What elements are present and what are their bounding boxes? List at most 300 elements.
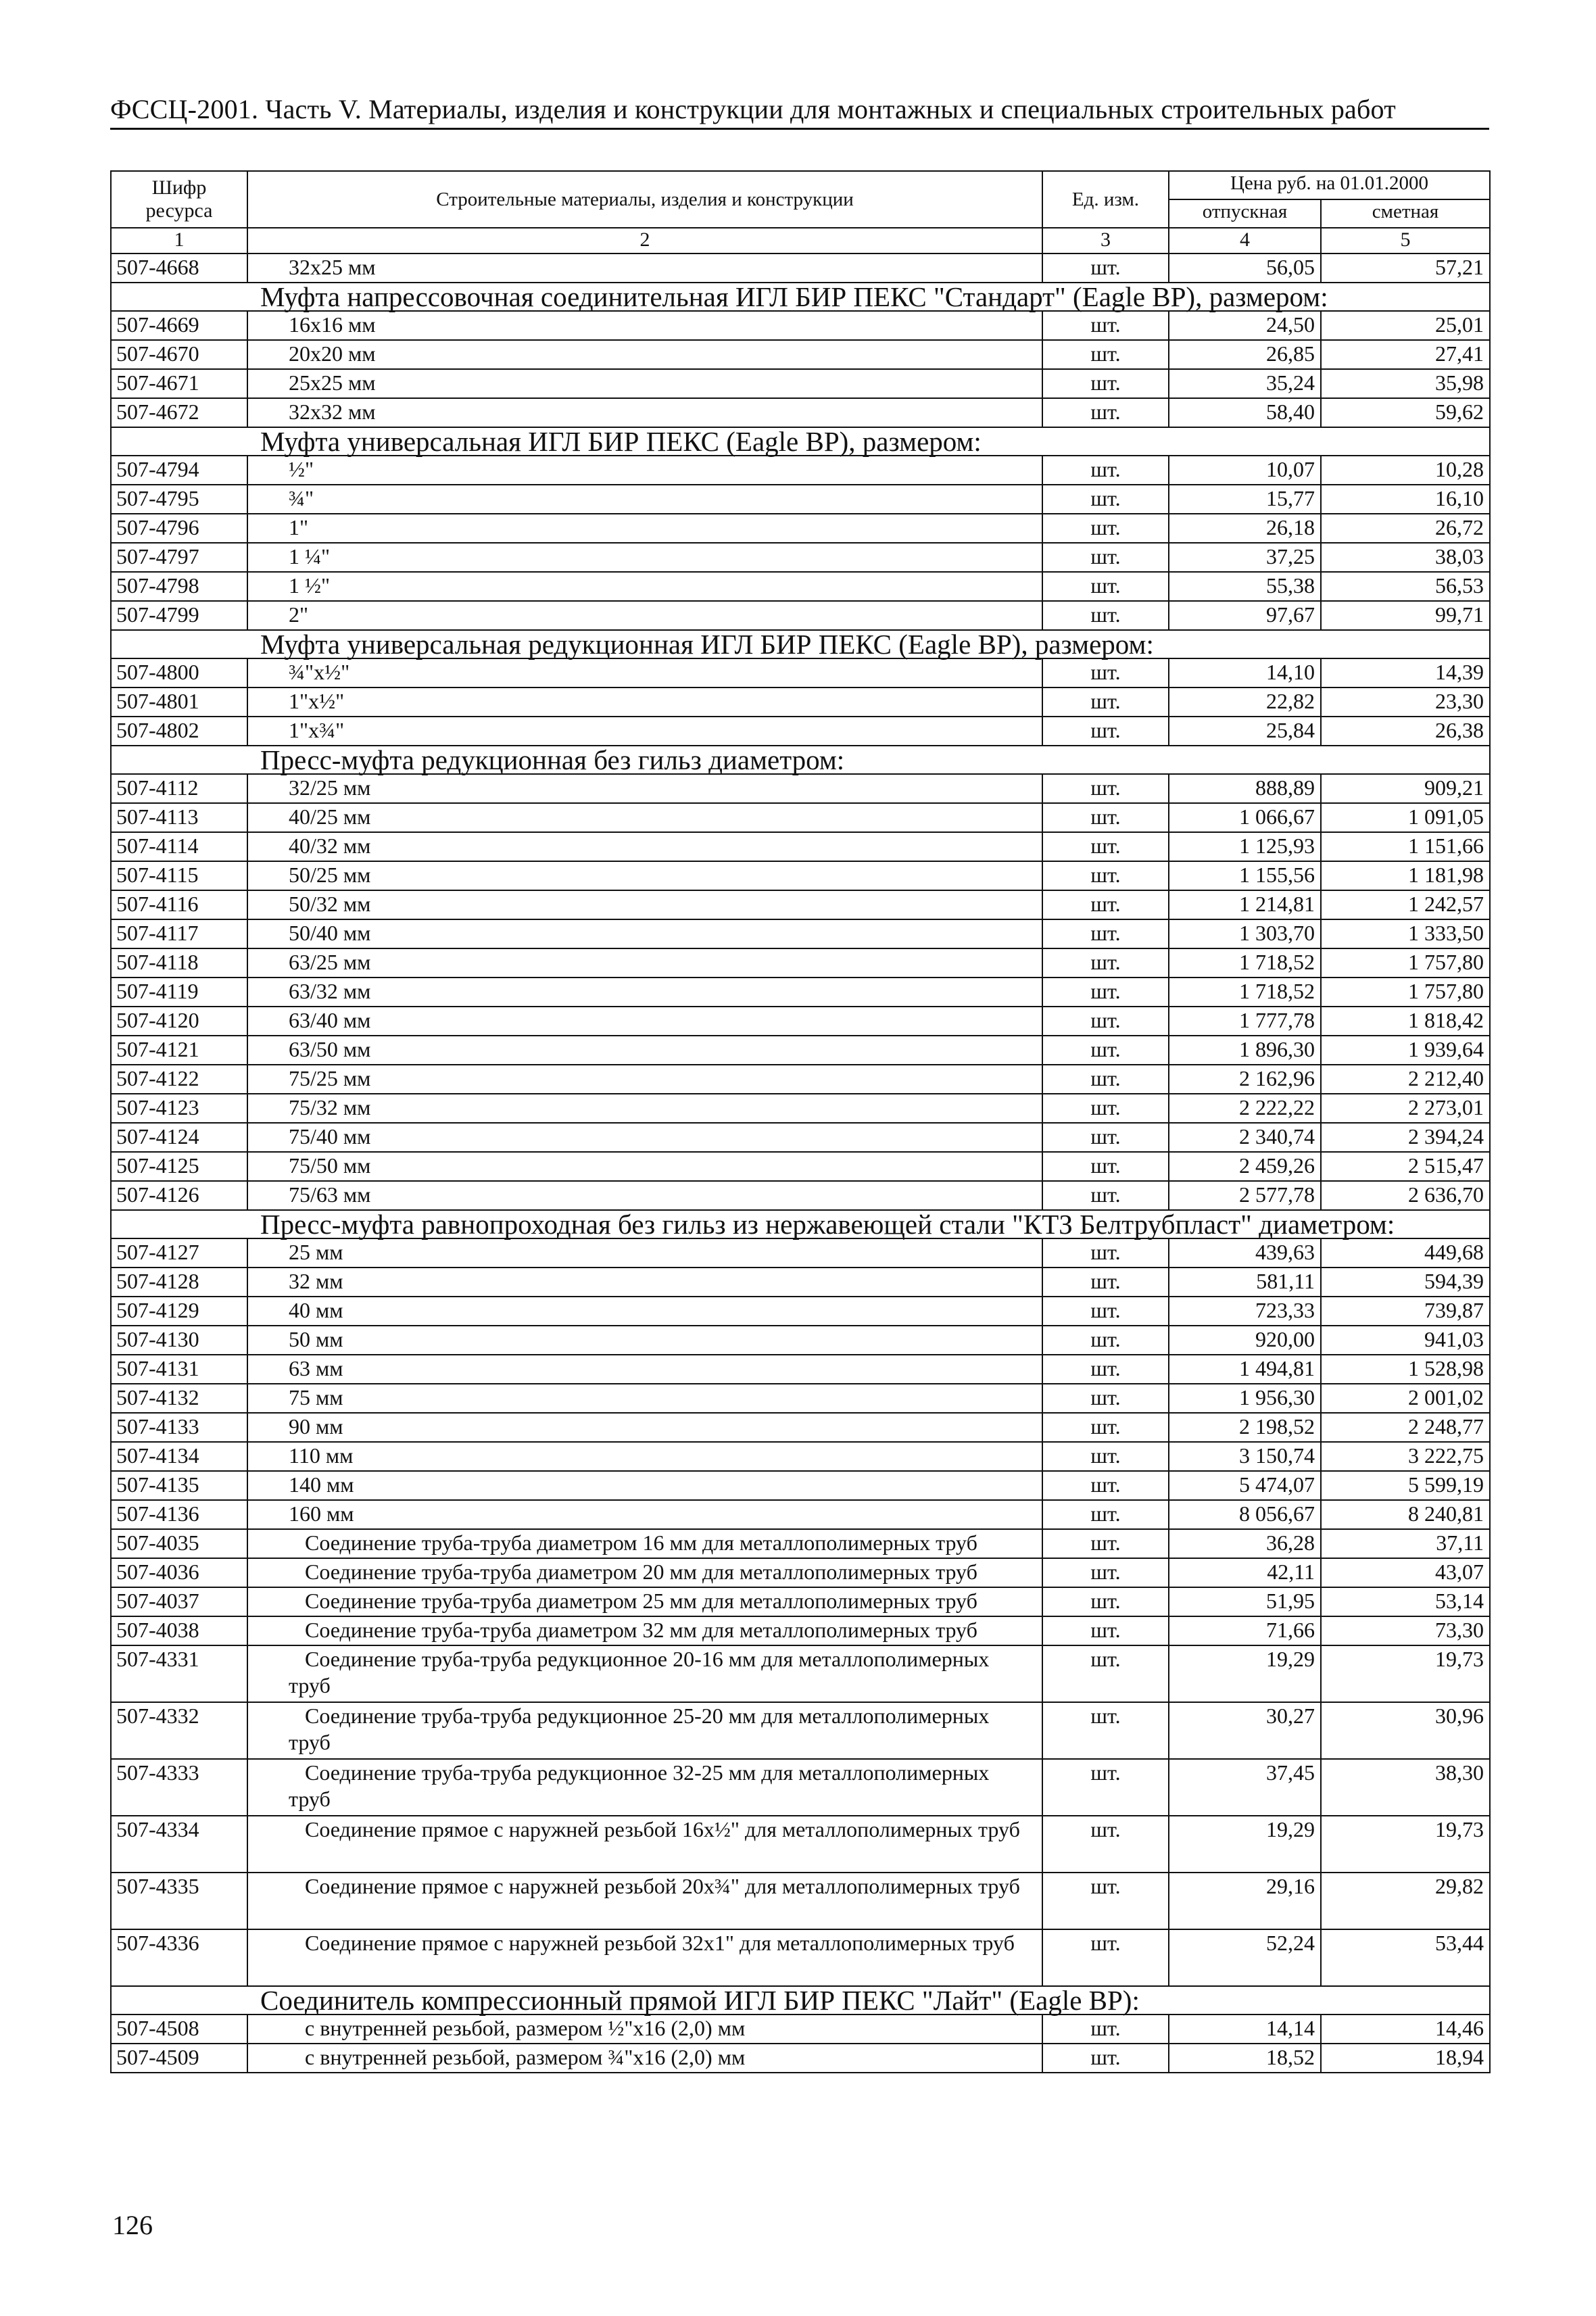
estimate-price: 2 636,70 [1321,1181,1490,1210]
material-name: 2" [247,601,1042,630]
release-price: 15,77 [1169,485,1321,514]
material-name: Соединение прямое с наружней резьбой 20x¾" для металлополимерных труб [247,1873,1042,1929]
release-price: 14,10 [1169,658,1321,687]
resource-code: 507-4668 [111,254,247,283]
material-name: 40/32 мм [247,832,1042,861]
unit: шт. [1042,687,1169,717]
estimate-price: 30,96 [1321,1702,1490,1759]
table-row [111,514,1490,543]
unit: шт. [1042,1181,1169,1210]
material-name: Соединение труба-труба диаметром 16 мм для металлополимерных труб [247,1529,1042,1558]
estimate-price: 25,01 [1321,311,1490,340]
col-number: 1 [111,228,247,254]
material-name: 25 мм [247,1238,1042,1268]
release-price: 35,24 [1169,369,1321,398]
estimate-price: 594,39 [1321,1268,1490,1297]
resource-code: 507-4130 [111,1326,247,1355]
unit: шт. [1042,1152,1169,1181]
estimate-price: 18,94 [1321,2044,1490,2073]
release-price: 19,29 [1169,1816,1321,1873]
release-price: 1 777,78 [1169,1007,1321,1036]
material-name: 32 мм [247,1268,1042,1297]
resource-code: 507-4797 [111,543,247,572]
release-price: 26,18 [1169,514,1321,543]
unit: шт. [1042,1065,1169,1094]
material-name: 40/25 мм [247,803,1042,832]
estimate-price: 1 939,64 [1321,1036,1490,1065]
estimate-price: 27,41 [1321,340,1490,369]
table-row [111,1645,1490,1702]
material-name: 75/25 мм [247,1065,1042,1094]
group-heading-row [111,427,1490,456]
estimate-price: 35,98 [1321,369,1490,398]
material-name: ¾" [247,485,1042,514]
col-number: 3 [1042,228,1169,254]
estimate-price: 5 599,19 [1321,1471,1490,1500]
material-name: 50/25 мм [247,861,1042,890]
table-row [111,1587,1490,1616]
table-row [111,572,1490,601]
material-name: 40 мм [247,1297,1042,1326]
table-row [111,254,1490,283]
release-price: 1 494,81 [1169,1355,1321,1384]
release-price: 56,05 [1169,254,1321,283]
unit: шт. [1042,485,1169,514]
resource-code: 507-4335 [111,1873,247,1929]
table-row [111,1471,1490,1500]
table-row [111,1384,1490,1413]
table-row [111,1181,1490,1210]
table-row [111,543,1490,572]
unit: шт. [1042,1759,1169,1816]
estimate-price: 2 394,24 [1321,1123,1490,1152]
material-name: Соединение труба-труба редукционное 32-25 мм для металлополимерных труб [247,1759,1042,1816]
release-price: 26,85 [1169,340,1321,369]
group-heading-row [111,746,1490,774]
estimate-price: 14,39 [1321,658,1490,687]
page-header: ФССЦ-2001. Часть V. Материалы, изделия и конструкции для монтажных и специальных строительных работ [110,93,1489,130]
unit: шт. [1042,1268,1169,1297]
resource-code: 507-4672 [111,398,247,427]
unit: шт. [1042,601,1169,630]
estimate-price: 2 248,77 [1321,1413,1490,1442]
material-name: 50/32 мм [247,890,1042,919]
resource-code: 507-4331 [111,1645,247,1702]
table-row [111,1355,1490,1384]
material-name: 75/50 мм [247,1152,1042,1181]
estimate-price: 2 001,02 [1321,1384,1490,1413]
estimate-price: 38,30 [1321,1759,1490,1816]
table-row [111,340,1490,369]
material-name: Соединение труба-труба диаметром 25 мм для металлополимерных труб [247,1587,1042,1616]
unit: шт. [1042,1384,1169,1413]
col-number: 2 [247,228,1042,254]
table-body [111,254,1490,2073]
material-name: 140 мм [247,1471,1042,1500]
resource-code: 507-4333 [111,1759,247,1816]
release-price: 97,67 [1169,601,1321,630]
release-price: 1 718,52 [1169,948,1321,978]
release-price: 42,11 [1169,1558,1321,1587]
group-heading: Муфта универсальная редукционная ИГЛ БИР ПЕКС (Eagle BP), размером: [111,630,1490,658]
table-row [111,1007,1490,1036]
table-row [111,861,1490,890]
unit: шт. [1042,1929,1169,1986]
table-row [111,398,1490,427]
unit: шт. [1042,832,1169,861]
unit: шт. [1042,1007,1169,1036]
resource-code: 507-4124 [111,1123,247,1152]
unit: шт. [1042,311,1169,340]
table-row [111,456,1490,485]
unit: шт. [1042,398,1169,427]
material-name: 110 мм [247,1442,1042,1471]
estimate-price: 59,62 [1321,398,1490,427]
resource-code: 507-4801 [111,687,247,717]
resource-code: 507-4508 [111,2015,247,2044]
material-name: Соединение труба-труба редукционное 20-16 мм для металлополимерных труб [247,1645,1042,1702]
unit: шт. [1042,717,1169,746]
column-number-row [111,228,1490,254]
estimate-price: 29,82 [1321,1873,1490,1929]
estimate-price: 19,73 [1321,1816,1490,1873]
release-price: 14,14 [1169,2015,1321,2044]
estimate-price: 3 222,75 [1321,1442,1490,1471]
unit: шт. [1042,1587,1169,1616]
resource-code: 507-4134 [111,1442,247,1471]
resource-code: 507-4122 [111,1065,247,1094]
table-row [111,369,1490,398]
col-header-unit: Ед. изм. [1042,171,1169,228]
unit: шт. [1042,803,1169,832]
unit: шт. [1042,1816,1169,1873]
unit: шт. [1042,1442,1169,1471]
group-heading: Пресс-муфта редукционная без гильз диаметром: [111,746,1490,774]
release-price: 1 066,67 [1169,803,1321,832]
release-price: 37,25 [1169,543,1321,572]
col-number: 4 [1169,228,1321,254]
release-price: 920,00 [1169,1326,1321,1355]
resource-code: 507-4114 [111,832,247,861]
material-name: 25x25 мм [247,369,1042,398]
estimate-price: 1 181,98 [1321,861,1490,890]
release-price: 58,40 [1169,398,1321,427]
release-price: 24,50 [1169,311,1321,340]
table-row [111,1558,1490,1587]
estimate-price: 1 818,42 [1321,1007,1490,1036]
estimate-price: 26,72 [1321,514,1490,543]
estimate-price: 19,73 [1321,1645,1490,1702]
resource-code: 507-4125 [111,1152,247,1181]
group-heading-row [111,1986,1490,2015]
group-heading: Муфта универсальная ИГЛ БИР ПЕКС (Eagle BP), размером: [111,427,1490,456]
estimate-price: 10,28 [1321,456,1490,485]
release-price: 2 222,22 [1169,1094,1321,1123]
release-price: 888,89 [1169,774,1321,803]
table-row [111,1268,1490,1297]
unit: шт. [1042,948,1169,978]
col-header-name: Строительные материалы, изделия и конструкции [247,171,1042,228]
resource-code: 507-4113 [111,803,247,832]
table-row [111,485,1490,514]
col-header-price-group: Цена руб. на 01.01.2000 [1169,171,1490,199]
release-price: 19,29 [1169,1645,1321,1702]
release-price: 439,63 [1169,1238,1321,1268]
release-price: 581,11 [1169,1268,1321,1297]
release-price: 1 155,56 [1169,861,1321,890]
material-name: 1 ¼" [247,543,1042,572]
group-heading: Пресс-муфта равнопроходная без гильз из нержавеющей стали "КТЗ Белтрубпласт" диаметром: [111,1210,1490,1238]
release-price: 2 162,96 [1169,1065,1321,1094]
unit: шт. [1042,1558,1169,1587]
unit: шт. [1042,1355,1169,1384]
release-price: 2 577,78 [1169,1181,1321,1210]
resource-code: 507-4121 [111,1036,247,1065]
release-price: 55,38 [1169,572,1321,601]
material-name: 160 мм [247,1500,1042,1529]
material-name: 63/25 мм [247,948,1042,978]
release-price: 2 198,52 [1169,1413,1321,1442]
table-row [111,1873,1490,1929]
estimate-price: 909,21 [1321,774,1490,803]
estimate-price: 23,30 [1321,687,1490,717]
material-name: 75/40 мм [247,1123,1042,1152]
table-row [111,1065,1490,1094]
estimate-price: 1 091,05 [1321,803,1490,832]
unit: шт. [1042,1238,1169,1268]
release-price: 1 956,30 [1169,1384,1321,1413]
resource-code: 507-4509 [111,2044,247,2073]
resource-code: 507-4794 [111,456,247,485]
estimate-price: 37,11 [1321,1529,1490,1558]
material-name: 20x20 мм [247,340,1042,369]
table-row [111,2015,1490,2044]
table-row [111,890,1490,919]
estimate-price: 38,03 [1321,543,1490,572]
resource-code: 507-4112 [111,774,247,803]
release-price: 8 056,67 [1169,1500,1321,1529]
material-name: 50/40 мм [247,919,1042,948]
price-table [110,170,1491,2073]
resource-code: 507-4118 [111,948,247,978]
unit: шт. [1042,978,1169,1007]
unit: шт. [1042,1873,1169,1929]
resource-code: 507-4800 [111,658,247,687]
resource-code: 507-4035 [111,1529,247,1558]
estimate-price: 53,44 [1321,1929,1490,1986]
release-price: 52,24 [1169,1929,1321,1986]
resource-code: 507-4037 [111,1587,247,1616]
release-price: 1 214,81 [1169,890,1321,919]
estimate-price: 2 273,01 [1321,1094,1490,1123]
resource-code: 507-4127 [111,1238,247,1268]
estimate-price: 26,38 [1321,717,1490,746]
material-name: 50 мм [247,1326,1042,1355]
material-name: 75 мм [247,1384,1042,1413]
group-heading: Соединитель компрессионный прямой ИГЛ БИР ПЕКС "Лайт" (Eagle BP): [111,1986,1490,2015]
unit: шт. [1042,514,1169,543]
resource-code: 507-4117 [111,919,247,948]
table-row [111,1238,1490,1268]
unit: шт. [1042,543,1169,572]
release-price: 71,66 [1169,1616,1321,1645]
table-row [111,774,1490,803]
release-price: 5 474,07 [1169,1471,1321,1500]
unit: шт. [1042,1702,1169,1759]
resource-code: 507-4115 [111,861,247,890]
table-row [111,1816,1490,1873]
release-price: 10,07 [1169,456,1321,485]
material-name: 1 ½" [247,572,1042,601]
unit: шт. [1042,774,1169,803]
col-header-release: отпускная [1169,199,1321,228]
estimate-price: 16,10 [1321,485,1490,514]
material-name: 63 мм [247,1355,1042,1384]
release-price: 36,28 [1169,1529,1321,1558]
resource-code: 507-4123 [111,1094,247,1123]
group-heading-row [111,283,1490,311]
resource-code: 507-4796 [111,514,247,543]
resource-code: 507-4116 [111,890,247,919]
table-row [111,1413,1490,1442]
estimate-price: 1 528,98 [1321,1355,1490,1384]
unit: шт. [1042,1471,1169,1500]
resource-code: 507-4129 [111,1297,247,1326]
unit: шт. [1042,1616,1169,1645]
estimate-price: 43,07 [1321,1558,1490,1587]
estimate-price: 8 240,81 [1321,1500,1490,1529]
unit: шт. [1042,1123,1169,1152]
release-price: 1 896,30 [1169,1036,1321,1065]
resource-code: 507-4132 [111,1384,247,1413]
resource-code: 507-4131 [111,1355,247,1384]
resource-code: 507-4133 [111,1413,247,1442]
release-price: 723,33 [1169,1297,1321,1326]
unit: шт. [1042,572,1169,601]
estimate-price: 1 333,50 [1321,919,1490,948]
material-name: 32/25 мм [247,774,1042,803]
page-number: 126 [112,2210,153,2240]
resource-code: 507-4119 [111,978,247,1007]
material-name: Соединение труба-труба диаметром 20 мм для металлополимерных труб [247,1558,1042,1587]
release-price: 2 340,74 [1169,1123,1321,1152]
release-price: 2 459,26 [1169,1152,1321,1181]
release-price: 18,52 [1169,2044,1321,2073]
release-price: 25,84 [1169,717,1321,746]
unit: шт. [1042,1297,1169,1326]
material-name: 1"x¾" [247,717,1042,746]
material-name: 1"x½" [247,687,1042,717]
release-price: 51,95 [1169,1587,1321,1616]
table-row [111,1616,1490,1645]
unit: шт. [1042,1529,1169,1558]
resource-code: 507-4136 [111,1500,247,1529]
estimate-price: 56,53 [1321,572,1490,601]
table-header-row [111,171,1490,199]
table-row [111,1529,1490,1558]
resource-code: 507-4798 [111,572,247,601]
unit: шт. [1042,1326,1169,1355]
unit: шт. [1042,1645,1169,1702]
material-name: 75/32 мм [247,1094,1042,1123]
table-row [111,2044,1490,2073]
resource-code: 507-4128 [111,1268,247,1297]
unit: шт. [1042,2015,1169,2044]
table-row [111,919,1490,948]
estimate-price: 99,71 [1321,601,1490,630]
material-name: 32x25 мм [247,254,1042,283]
table-row [111,1094,1490,1123]
table-row [111,311,1490,340]
table-row [111,1036,1490,1065]
estimate-price: 53,14 [1321,1587,1490,1616]
estimate-price: 1 242,57 [1321,890,1490,919]
resource-code: 507-4671 [111,369,247,398]
table-row [111,1442,1490,1471]
resource-code: 507-4669 [111,311,247,340]
resource-code: 507-4799 [111,601,247,630]
release-price: 22,82 [1169,687,1321,717]
estimate-price: 2 212,40 [1321,1065,1490,1094]
resource-code: 507-4135 [111,1471,247,1500]
material-name: 32x32 мм [247,398,1042,427]
estimate-price: 73,30 [1321,1616,1490,1645]
estimate-price: 1 757,80 [1321,978,1490,1007]
table-row [111,1929,1490,1986]
col-header-code: Шифр ресурса [111,171,247,228]
material-name: Соединение прямое с наружней резьбой 16x½" для металлополимерных труб [247,1816,1042,1873]
material-name: ½" [247,456,1042,485]
table-row [111,1702,1490,1759]
unit: шт. [1042,1094,1169,1123]
estimate-price: 449,68 [1321,1238,1490,1268]
group-heading-row [111,630,1490,658]
unit: шт. [1042,340,1169,369]
release-price: 1 303,70 [1169,919,1321,948]
resource-code: 507-4795 [111,485,247,514]
unit: шт. [1042,1413,1169,1442]
resource-code: 507-4120 [111,1007,247,1036]
release-price: 30,27 [1169,1702,1321,1759]
table-row [111,1152,1490,1181]
unit: шт. [1042,254,1169,283]
unit: шт. [1042,658,1169,687]
unit: шт. [1042,1500,1169,1529]
table-row [111,948,1490,978]
table-row [111,717,1490,746]
resource-code: 507-4670 [111,340,247,369]
table-row [111,978,1490,1007]
resource-code: 507-4126 [111,1181,247,1210]
group-heading: Муфта напрессовочная соединительная ИГЛ БИР ПЕКС "Стандарт" (Eagle BP), размером: [111,283,1490,311]
estimate-price: 1 151,66 [1321,832,1490,861]
material-name: 16x16 мм [247,311,1042,340]
estimate-price: 14,46 [1321,2015,1490,2044]
release-price: 1 718,52 [1169,978,1321,1007]
estimate-price: 57,21 [1321,254,1490,283]
estimate-price: 2 515,47 [1321,1152,1490,1181]
unit: шт. [1042,1036,1169,1065]
table-row [111,832,1490,861]
release-price: 37,45 [1169,1759,1321,1816]
col-number: 5 [1321,228,1490,254]
table-row [111,1123,1490,1152]
material-name: с внутренней резьбой, размером ¾"x16 (2,0) мм [247,2044,1042,2073]
table-row [111,687,1490,717]
table-row [111,601,1490,630]
table-row [111,803,1490,832]
material-name: Соединение прямое с наружней резьбой 32x1" для металлополимерных труб [247,1929,1042,1986]
